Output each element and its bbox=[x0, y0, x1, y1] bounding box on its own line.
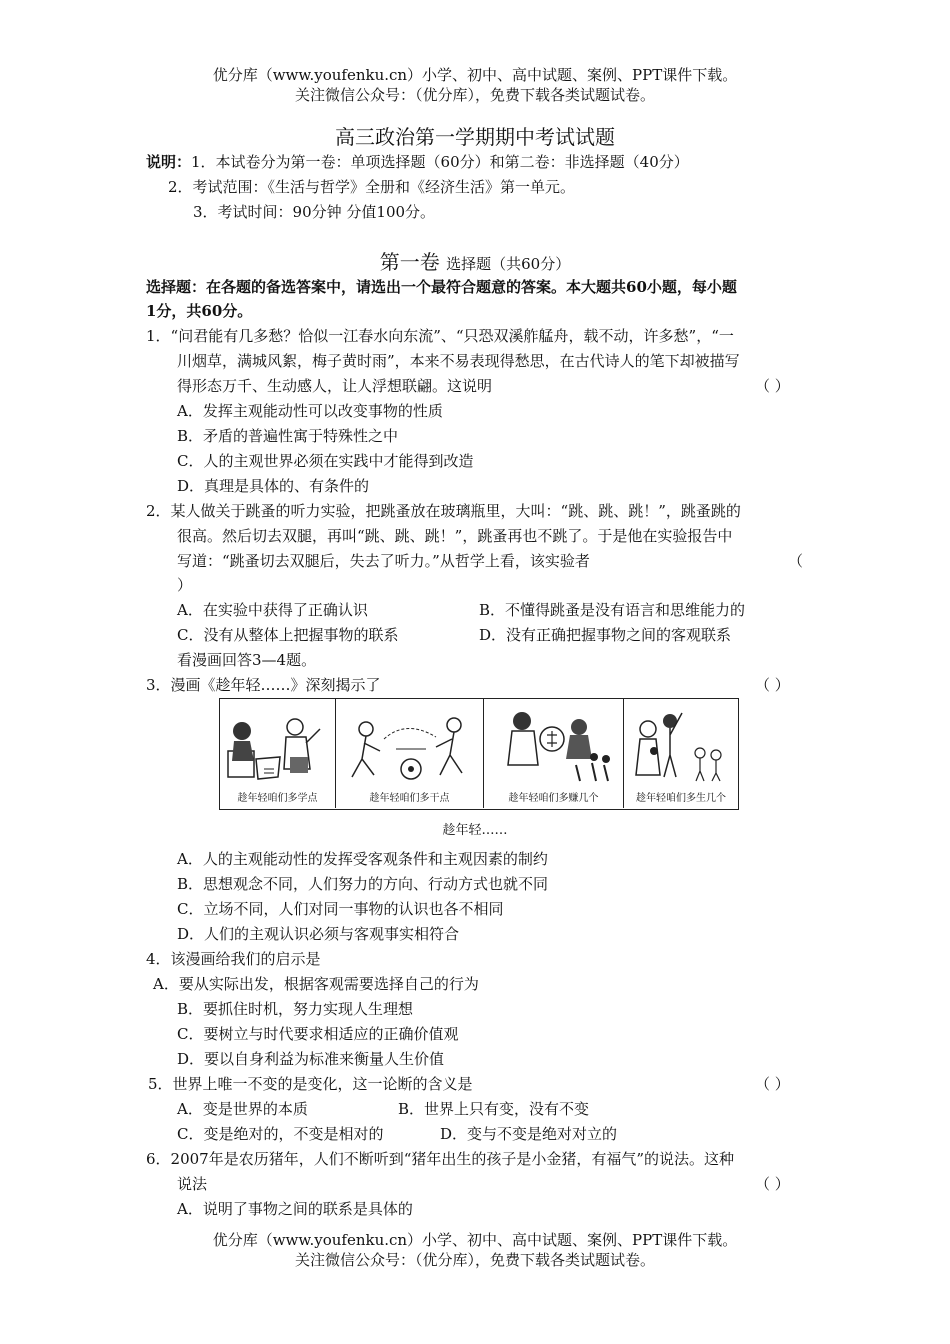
q1-option-d: D．真理是具体的、有条件的 bbox=[177, 477, 370, 495]
q3-option-b: B．思想观念不同，人们努力的方向、行动方式也就不同 bbox=[177, 875, 549, 893]
q2-line-1: 2．某人做关于跳蚤的听力实验，把跳蚤放在玻璃瓶里，大叫：“跳、跳、跳！”，跳蚤跳的 bbox=[146, 502, 741, 520]
q2-paren-open: （ bbox=[788, 552, 804, 570]
q1-answer-paren: （ ） bbox=[755, 377, 790, 395]
q2-option-d: D．没有正确把握事物之间的客观联系 bbox=[479, 626, 732, 644]
q2-option-b: B．不懂得跳蚤是没有语言和思维能力的 bbox=[479, 601, 746, 619]
comic-caption-3: 趁年轻咱们多赚几个 bbox=[508, 793, 599, 804]
q1-line-2: 川烟草，满城风絮，梅子黄时雨”，本来不易表现得愁思，在古代诗人的笔下却被描写 bbox=[177, 352, 740, 370]
instructions-label: 说明： bbox=[146, 153, 192, 171]
q5-option-d: D．变与不变是绝对对立的 bbox=[440, 1125, 618, 1143]
working-figures-icon bbox=[336, 699, 484, 794]
comic-title: 趁年轻…… bbox=[442, 823, 508, 838]
q3-answer-paren: （ ） bbox=[755, 676, 790, 694]
section-intro-line-2: 1分，共60分。 bbox=[146, 302, 253, 320]
instructions-item-2: 2．考试范围：《生活与哲学》全册和《经济生活》第一单元。 bbox=[168, 178, 576, 196]
instructions-item-1-text: 1．本试卷分为第一卷：单项选择题（60分）和第二卷：非选择题（40分） bbox=[191, 153, 689, 171]
comic-panel-children bbox=[624, 699, 738, 808]
q5-answer-paren: （ ） bbox=[755, 1075, 790, 1093]
comic-intro: 看漫画回答3—4题。 bbox=[177, 651, 317, 669]
q6-answer-paren: （ ） bbox=[755, 1175, 790, 1193]
studying-figures-icon bbox=[220, 699, 336, 794]
q2-line-2: 很高。然后切去双腿，再叫“跳、跳、跳！”，跳蚤再也不跳了。于是他在实验报告中 bbox=[177, 527, 733, 545]
section-heading bbox=[0, 250, 950, 276]
q4-option-b: B．要抓住时机，努力实现人生理想 bbox=[177, 1000, 414, 1018]
q1-option-b: B．矛盾的普遍性寓于特殊性之中 bbox=[177, 427, 399, 445]
comic-panel-work bbox=[336, 699, 484, 808]
family-figures-icon bbox=[624, 699, 738, 794]
page-title: 高三政治第一学期期中考试试题 bbox=[335, 125, 615, 149]
section-intro-line-1: 选择题：在各题的备选答案中，请选出一个最符合题意的答案。本大题共60小题，每小题 bbox=[146, 278, 737, 296]
q2-line-3: 写道：“跳蚤切去双腿后，失去了听力。”从哲学上看，该实验者 bbox=[177, 552, 590, 570]
q3-stem: 3．漫画《趁年轻……》深刻揭示了 bbox=[146, 676, 381, 694]
q2-paren-close: ） bbox=[177, 576, 193, 594]
comic-panel-study bbox=[220, 699, 336, 808]
comic-caption-4: 趁年轻咱们多生几个 bbox=[636, 793, 726, 804]
q6-line-1: 6．2007年是农历猪年，人们不断听到“猪年出生的孩子是小金猪，有福气”的说法。这种 bbox=[146, 1150, 735, 1168]
q3-option-d: D．人们的主观认识必须与客观事实相符合 bbox=[177, 925, 460, 943]
comic-strip bbox=[219, 698, 739, 810]
q1-line-1: 1．“问君能有几多愁？恰似一江春水向东流”、“只恐双溪舴艋舟，载不动，许多愁”，“一 bbox=[146, 327, 734, 345]
comic-panel-earn bbox=[484, 699, 624, 808]
q6-line-2: 说法 bbox=[177, 1175, 208, 1193]
instructions-item-3: 3．考试时间：90分钟 分值100分。 bbox=[193, 203, 436, 221]
comic-caption-2: 趁年轻咱们多干点 bbox=[369, 793, 450, 804]
q2-option-a: A．在实验中获得了正确认识 bbox=[177, 601, 368, 619]
q4-option-c: C．要树立与时代要求相适应的正确价值观 bbox=[177, 1025, 459, 1043]
q5-option-a: A．变是世界的本质 bbox=[177, 1100, 308, 1118]
header-line-2: 关注微信公众号：（优分库），免费下载各类试题试卷。 bbox=[294, 86, 655, 104]
q4-option-d: D．要以自身利益为标准来衡量人生价值 bbox=[177, 1050, 445, 1068]
q4-option-a: A．要从实际出发，根据客观需要选择自己的行为 bbox=[153, 975, 479, 993]
q3-option-c: C．立场不同，人们对同一事物的认识也各不相同 bbox=[177, 900, 504, 918]
footer-line-2: 关注微信公众号：（优分库），免费下载各类试题试卷。 bbox=[294, 1251, 655, 1269]
section-heading-sub: 选择题（共60分） bbox=[446, 255, 571, 273]
q5-stem: 5．世界上唯一不变的是变化，这一论断的含义是 bbox=[148, 1075, 473, 1093]
q2-option-c: C．没有从整体上把握事物的联系 bbox=[177, 626, 399, 644]
q1-option-c: C．人的主观世界必须在实践中才能得到改造 bbox=[177, 452, 474, 470]
q5-option-b: B．世界上只有变，没有不变 bbox=[398, 1100, 590, 1118]
footer-line-1: 优分库（www.youfenku.cn）小学、初中、高中试题、案例、PPT课件下载。 bbox=[212, 1231, 738, 1249]
q1-option-a: A．发挥主观能动性可以改变事物的性质 bbox=[177, 402, 443, 420]
q4-stem: 4．该漫画给我们的启示是 bbox=[146, 950, 321, 968]
q1-line-3: 得形态万千、生动感人，让人浮想联翩。这说明 bbox=[177, 377, 493, 395]
header-line-1: 优分库（www.youfenku.cn）小学、初中、高中试题、案例、PPT课件下载。 bbox=[212, 66, 738, 84]
q5-option-c: C．变是绝对的，不变是相对的 bbox=[177, 1125, 384, 1143]
q6-option-a: A．说明了事物之间的联系是具体的 bbox=[177, 1200, 413, 1218]
earning-figures-icon bbox=[484, 699, 624, 794]
q3-option-a: A．人的主观能动性的发挥受客观条件和主观因素的制约 bbox=[177, 850, 548, 868]
comic-caption-1: 趁年轻咱们多学点 bbox=[237, 793, 318, 804]
instructions-item-1 bbox=[146, 153, 689, 171]
section-heading-main: 第一卷 bbox=[379, 250, 440, 274]
